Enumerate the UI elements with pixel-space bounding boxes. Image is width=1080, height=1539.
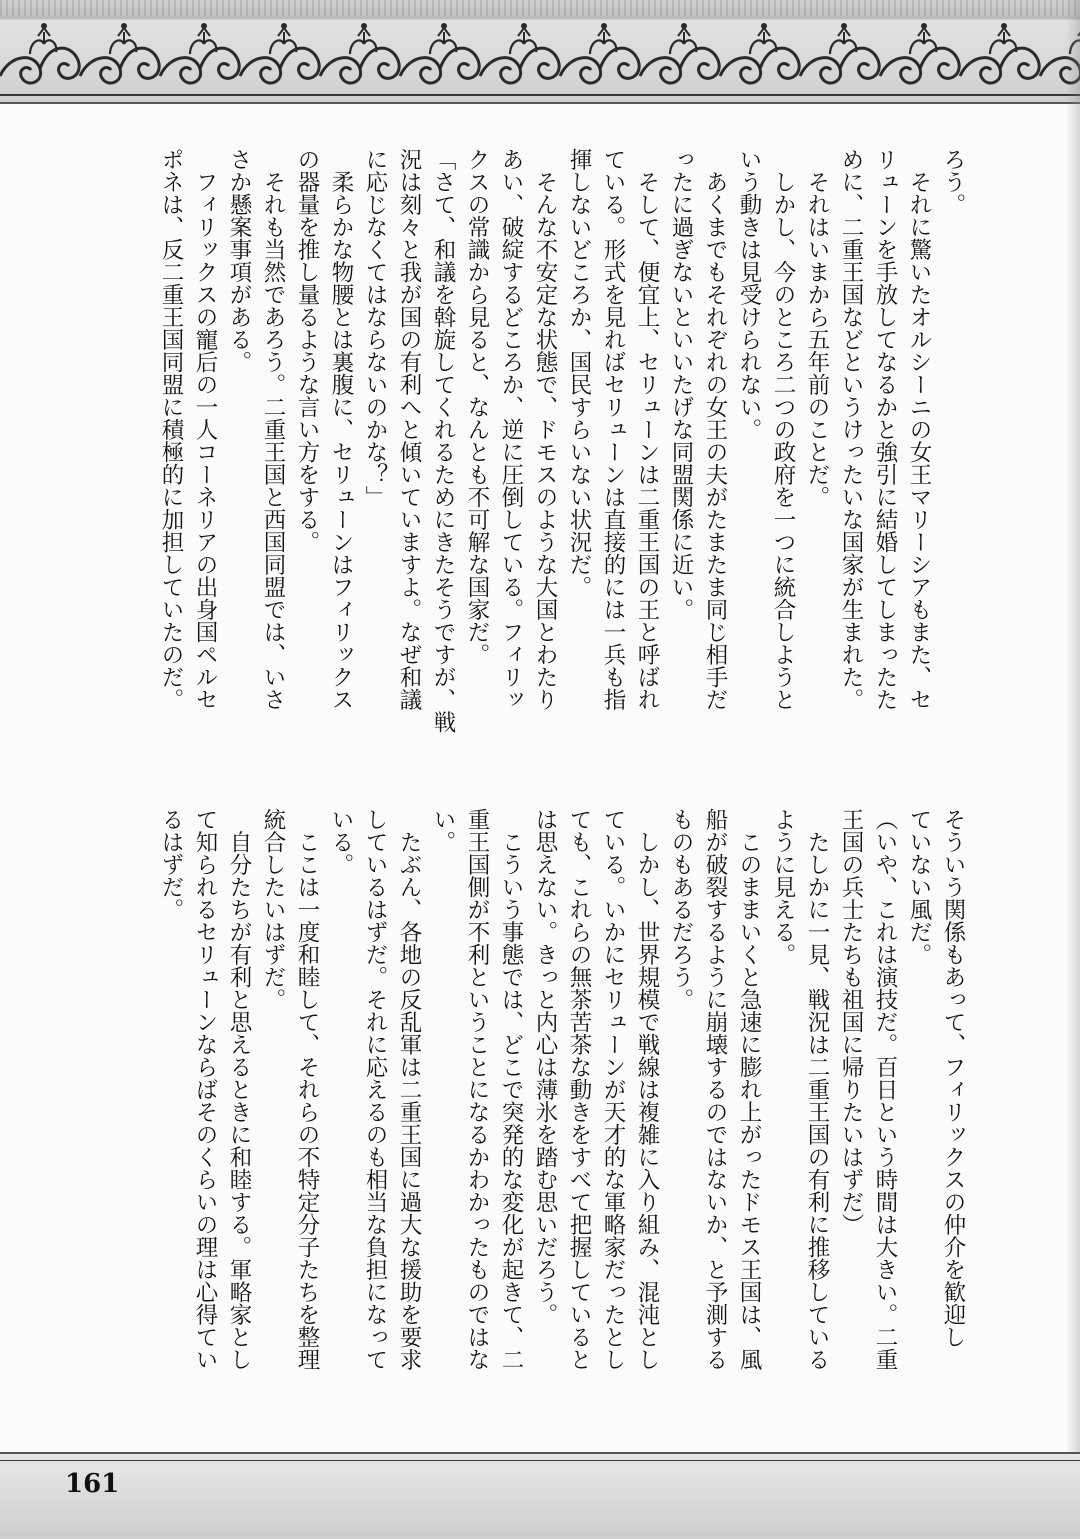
text-line: は思えない。きっと内心は薄氷を踏む思いだろう。 (532, 808, 558, 1326)
body-text (100, 148, 970, 1428)
text-line: いる。 (328, 808, 354, 876)
page-number: 161 (65, 1469, 120, 1499)
text-line: しているはずだ。それに応えるのも相当な負担になって (362, 808, 388, 1371)
text-line: 「さて、和議を斡旋してくれるためにきたそうですが、戦 (430, 148, 456, 733)
text-line: そして、便宜上、セリューンは二重王国の王と呼ばれ (634, 148, 660, 711)
text-tier-top (100, 148, 970, 733)
text-line: （いや、これは演技だ。百日という時間は大きい。二重 (872, 808, 898, 1371)
text-line: ろう。 (940, 148, 966, 216)
text-line: い。 (430, 808, 456, 853)
text-line: そういう関係もあって、フィリックスの仲介を歓迎し (940, 808, 966, 1348)
text-line: 柔らかな物腰とは裏腹に、セリューンはフィリックス (328, 148, 354, 711)
scroll-ornament (0, 0, 1080, 92)
text-line: 王国の兵士たちも祖国に帰りたいはずだ） (838, 808, 864, 1236)
text-line: めに、二重王国などというけったいな国家が生まれた。 (838, 148, 864, 711)
top-border-rule (0, 94, 1080, 96)
text-line: フィリックスの寵后の一人コーネリアの出身国ペルセ (192, 148, 218, 711)
text-line: さか懸案事項がある。 (226, 148, 252, 373)
page-edge-shadow (1066, 0, 1080, 1537)
text-line: しかし、今のところ二つの政府を一つに統合しようと (770, 148, 796, 711)
text-line: ポネは、反二重王国同盟に積極的に加担していたのだ。 (158, 148, 184, 711)
text-line: クスの常識から見ると、なんとも不可解な国家だ。 (464, 148, 490, 666)
text-line: ている。いかにセリューンが天才的な軍略家だったとし (600, 808, 626, 1371)
text-line: いう動きは見受けられない。 (736, 148, 762, 441)
text-line: るはずだ。 (158, 808, 184, 921)
text-line: ように見える。 (770, 808, 796, 966)
text-line: ている。形式を見ればセリューンは直接的には一兵も指 (600, 148, 626, 711)
text-line: 統合したいはずだ。 (260, 808, 286, 1011)
text-line: ったに過ぎないといいたげな同盟関係に近い。 (668, 148, 694, 621)
text-line: ても、これらの無茶苦茶な動きをすべて把握していると (566, 808, 592, 1371)
text-line: しかし、世界規模で戦線は複雑に入り組み、混沌とし (634, 808, 660, 1371)
text-line: あくまでもそれぞれの女王の夫がたまたま同じ相手だ (702, 148, 728, 711)
text-line: リューンを手放してなるかと強引に結婚してしまったた (872, 148, 898, 711)
text-line: それはいまから五年前のことだ。 (804, 148, 830, 508)
text-line: それも当然であろう。二重王国と西国同盟では、いさ (260, 148, 286, 711)
text-line: たしかに一見、戦況は二重王国の有利に推移している (804, 808, 830, 1371)
bottom-border-rule (0, 1460, 1080, 1461)
text-line: このままいくと急速に膨れ上がったドモス王国は、風 (736, 808, 762, 1371)
text-line: て知られるセリューンならばそのくらいの理は心得てい (192, 808, 218, 1371)
text-line: たぶん、各地の反乱軍は二重王国に過大な援助を要求 (396, 808, 422, 1371)
text-line: そんな不安定な状態で、ドモスのような大国とわたり (532, 148, 558, 711)
text-line: それに驚いたオルシーニの女王マリーシアもまた、セ (906, 148, 932, 711)
text-line: ものもあるだろう。 (668, 808, 694, 1011)
text-tier-bottom (100, 808, 970, 1371)
text-line: ここは一度和睦して、それらの不特定分子たちを整理 (294, 808, 320, 1371)
text-line: ていない風だ。 (906, 808, 932, 966)
text-line: 船が破裂するように崩壊するのではないか、と予測する (702, 808, 728, 1371)
text-line: 況は刻々と我が国の有利へと傾いていますよ。なぜ和議 (396, 148, 422, 711)
bottom-ornamental-border (0, 1452, 1080, 1539)
text-line: あい、破綻するどころか、逆に圧倒している。フィリッ (498, 148, 524, 711)
top-ornamental-border (0, 0, 1080, 104)
text-line: の器量を推し量るような言い方をする。 (294, 148, 320, 553)
text-line: 揮しないどころか、国民すらいない状況だ。 (566, 148, 592, 598)
text-line: に応じなくてはならないのかな？」 (362, 148, 388, 508)
text-line: こういう事態では、どこで突発的な変化が起きて、二 (498, 808, 524, 1371)
text-line: 重王国側が不利ということになるかわかったものではな (464, 808, 490, 1371)
text-line: 自分たちが有利と思えるときに和睦する。軍略家とし (226, 808, 252, 1371)
